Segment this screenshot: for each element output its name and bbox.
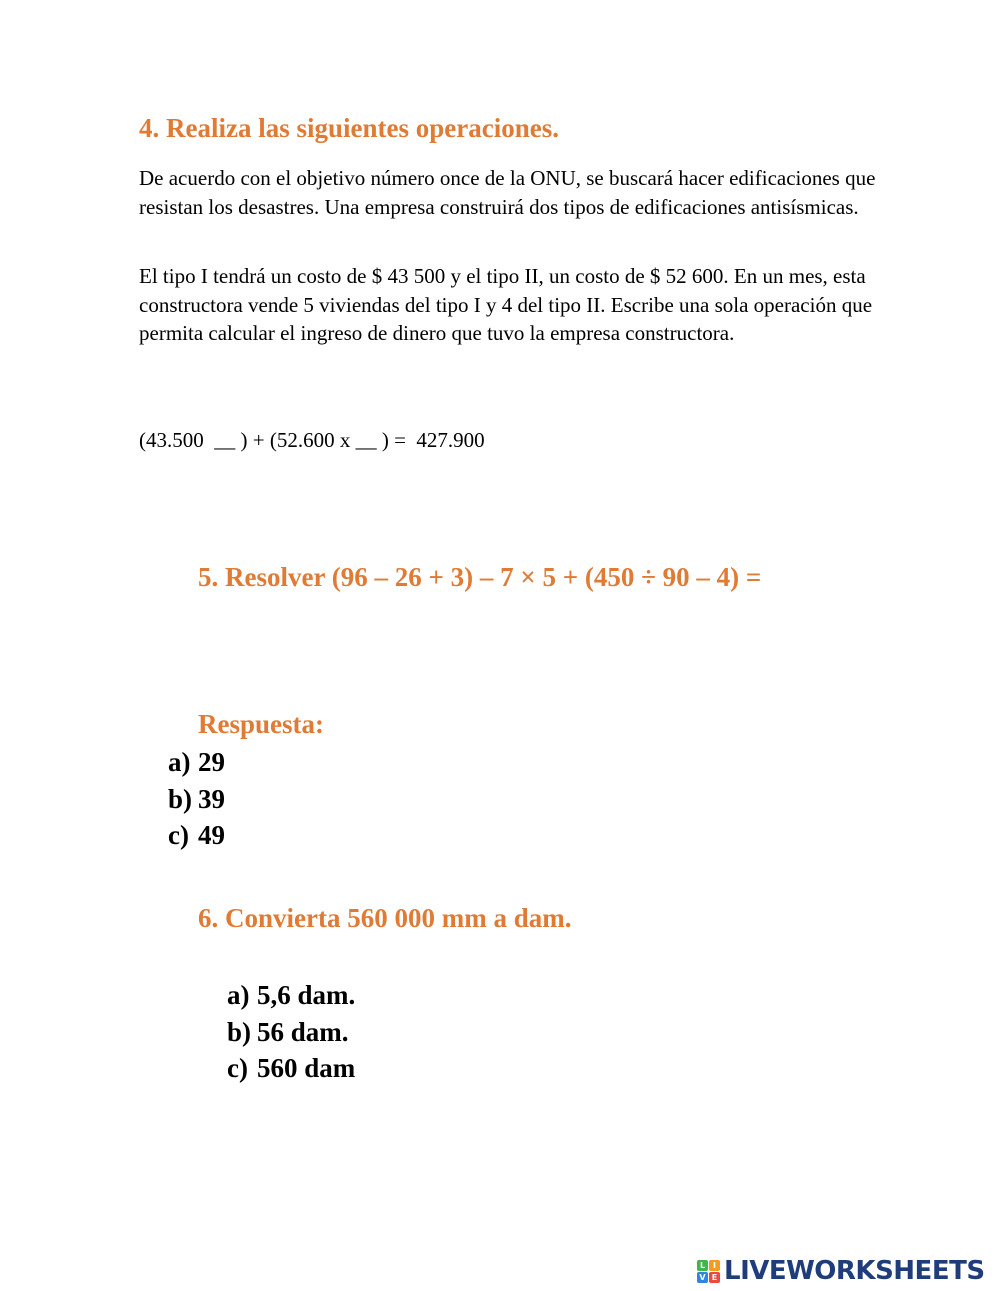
question-5-title: 5. Resolver (96 – 26 + 3) – 7 × 5 + (450 ÷ 90 – 4) =	[198, 562, 762, 592]
option-label: b)	[168, 783, 193, 814]
equation-part-3: ) = 427.900	[376, 428, 485, 452]
logo-icon	[697, 1260, 720, 1283]
option-label: b)	[227, 1016, 252, 1047]
option-label: a)	[227, 980, 250, 1010]
answer-blank-1[interactable]: __	[214, 428, 236, 452]
option-label: c)	[168, 820, 189, 850]
option-text: 39	[198, 783, 225, 814]
option-text: 49	[198, 820, 225, 850]
logo-block-e: E	[709, 1272, 720, 1283]
option-c[interactable]	[227, 1050, 355, 1087]
equation-part-2: ) + (52.600 x	[235, 428, 356, 452]
question-5-options	[168, 744, 225, 854]
question-6-options	[227, 977, 355, 1087]
question-4-title: 4. Realiza las siguientes operaciones.	[139, 113, 559, 143]
question-4-equation	[139, 428, 485, 453]
option-b[interactable]	[227, 1014, 355, 1051]
option-c[interactable]	[168, 817, 225, 854]
question-4-paragraph-1: De acuerdo con el objetivo número once de la ONU, se buscará hacer edificaciones que resistan los desastres. Una empresa construirá dos tipos de edificaciones antisísmicas.	[139, 166, 876, 219]
option-text: 560 dam	[257, 1053, 356, 1083]
option-label: a)	[168, 747, 191, 777]
option-text: 5,6 dam.	[257, 980, 356, 1010]
answer-label: Respuesta:	[198, 709, 324, 739]
option-text: 29	[198, 747, 225, 777]
logo-block-l: L	[697, 1260, 708, 1271]
option-text: 56 dam.	[257, 1016, 349, 1047]
logo-block-v: V	[697, 1272, 708, 1283]
option-a[interactable]	[227, 977, 355, 1014]
option-b[interactable]	[168, 781, 225, 818]
logo-text: LIVEWORKSHEETS	[724, 1256, 985, 1286]
question-4-paragraph-2: El tipo I tendrá un costo de $ 43 500 y el tipo II, un costo de $ 52 600. En un mes, esta constructora vende 5 viviendas del tipo I y 4 del tipo II. Escribe una sola operación que permita calcular el ingreso de dinero que tuvo la empresa constructora.	[139, 264, 873, 345]
answer-blank-2[interactable]: __	[355, 428, 377, 452]
question-6-title: 6. Convierta 560 000 mm a dam.	[198, 903, 572, 933]
option-a[interactable]	[168, 744, 225, 781]
option-label: c)	[227, 1053, 248, 1083]
equation-part-1: (43.500	[139, 428, 215, 452]
logo-block-i: I	[709, 1260, 720, 1271]
liveworksheets-logo	[697, 1254, 985, 1288]
